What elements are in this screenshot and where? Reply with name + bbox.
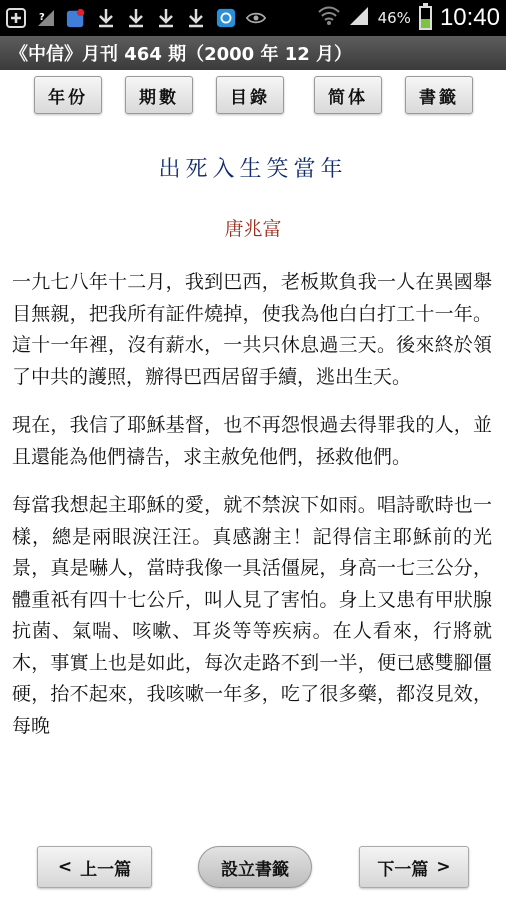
- eye-icon: [246, 7, 266, 29]
- next-article-label: 下一篇: [377, 859, 429, 880]
- contents-button[interactable]: 目錄: [216, 76, 284, 114]
- notification-icons: [0, 7, 266, 29]
- chevron-right-icon: >: [436, 857, 451, 877]
- notification-icon: [66, 7, 86, 29]
- set-bookmark-button[interactable]: [198, 846, 312, 888]
- article-paragraph: 每當我想起主耶穌的愛，就不禁淚下如雨。唱詩歌時也一樣，總是兩眼淚汪汪。真感謝主！記得信主耶穌前的光景，真是嚇人，當時我像一具活僵屍，身高一七三公分，體重祇有四十七公斤，叫人見了害怕。身上又患有甲狀腺抗菌、氣喘、咳嗽、耳炎等等疾病。在人看來，行將就木，事實上也是如此，每次走路不到一半，便已感雙腳僵硬，抬不起來，我咳嗽一年多，吃了很多藥，都沒見效，每晚: [12, 494, 492, 737]
- chevron-left-icon: <: [57, 857, 73, 877]
- bottom-navigation: [0, 832, 506, 900]
- article-author: 唐兆富: [224, 218, 282, 240]
- wifi-icon: [318, 6, 340, 30]
- issue-button[interactable]: 期數: [125, 76, 193, 114]
- page-title: 《中信》月刊 464 期（2000 年 12 月）: [10, 44, 353, 65]
- next-article-button[interactable]: [359, 846, 469, 888]
- article-title: 出死入生笑當年: [158, 157, 348, 182]
- set-bookmark-label: 設立書籤: [221, 859, 289, 880]
- plus-box-icon: [6, 7, 26, 29]
- top-toolbar: [0, 76, 506, 116]
- previous-article-label: 上一篇: [80, 859, 132, 880]
- bookmark-button[interactable]: 書籤: [405, 76, 473, 114]
- status-bar: [0, 0, 506, 36]
- clock: 10:40: [439, 4, 500, 31]
- no-signal-icon: [36, 7, 56, 29]
- year-button[interactable]: 年份: [34, 76, 102, 114]
- title-bar: [0, 36, 506, 70]
- signal-bars-icon: [348, 5, 370, 31]
- download-icon: [126, 7, 146, 29]
- download-icon: [156, 7, 176, 29]
- simplified-chinese-button[interactable]: 简体: [314, 76, 382, 114]
- article-paragraph: 現在，我信了耶穌基督，也不再怨恨過去得罪我的人，並且還能為他們禱告，求主赦免他們，拯救他們。: [12, 414, 492, 468]
- app-icon: [216, 7, 236, 29]
- download-icon: [96, 7, 116, 29]
- battery-icon: [419, 6, 432, 30]
- article-body: [12, 267, 492, 840]
- svg-text:?: ?: [39, 12, 45, 23]
- download-icon: [186, 7, 206, 29]
- battery-percent: 46%: [377, 9, 411, 27]
- previous-article-button[interactable]: [37, 846, 152, 888]
- article-paragraph: 一九七八年十二月，我到巴西，老板欺負我一人在異國舉目無親，把我所有証件燒掉，使我為他白白打工十一年。這十一年裡，沒有薪水，一共只休息過三天。後來終於領了中共的護照，辦得巴西居留手續，逃出生天。: [12, 271, 492, 388]
